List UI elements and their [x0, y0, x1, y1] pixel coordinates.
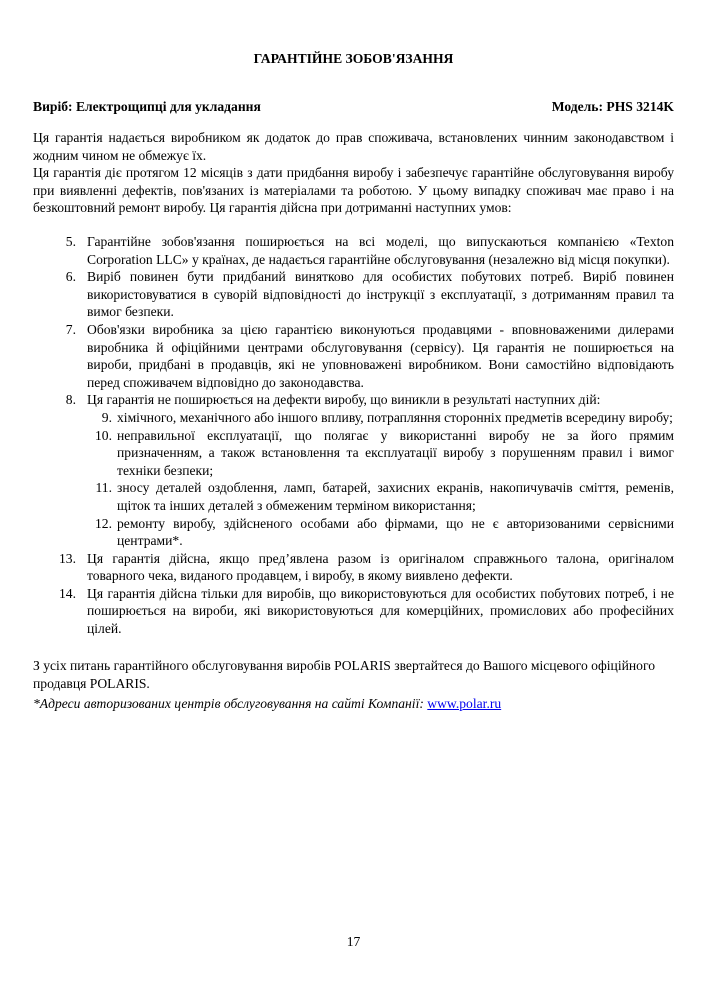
- sub-item-text: зносу деталей оздоблення, ламп, батарей, захисних екранів, накопичувачів сміття, ременів, щіток та інших деталей з обмеженим терміном використання;: [117, 480, 674, 513]
- list-item: [33, 268, 674, 321]
- sub-list-item: [33, 515, 674, 550]
- list-item: [33, 233, 674, 268]
- item-text: Гарантійне зобов'язання поширюється на всі моделі, що випускаються компанією «Texton Corporation LLC» у країнах, де надається гарантійне обслуговування (незалежно від місця покупки).: [87, 234, 674, 267]
- intro-section: [33, 129, 674, 217]
- intro-paragraph-2: Ця гарантія діє протягом 12 місяців з дати придбання виробу і забезпечує гарантійне обслуговування виробу при виявленні дефектів, пов'язаних із матеріалами та роботою. У цьому випадку споживач має право і на безкоштовний ремонт виробу. Ця гарантія дійсна при дотриманні наступних умов:: [33, 165, 674, 216]
- sub-item-text: ремонту виробу, здійсненого особами або фірмами, що не є авторизованими сервісними центрами*.: [117, 515, 674, 549]
- list-item: [33, 391, 674, 409]
- sub-item-text: хімічного, механічного або іншого впливу, потрапляння сторонніх предметів всередину виробу;: [117, 409, 673, 425]
- device-label: Виріб: Електрощипці для укладання: [33, 99, 261, 114]
- list-item: [33, 585, 674, 638]
- item-number: 5.: [65, 234, 76, 249]
- item-text: Обов'язки виробника за цією гарантією виконуються продавцями - вповноваженими дилерами виробника й офіційними центрами обслуговування (сервісу). Ця гарантія не поширюється на вироби, придбані в продавців, які не уповноважені виробником. Вони самостійно відповідають перед споживачем відповідно до законодавства.: [87, 321, 674, 390]
- page-number: 17: [346, 934, 361, 949]
- sub-item-number: 11.: [95, 480, 112, 496]
- service-paragraph: З усіх питань гарантійного обслуговування виробів POLARIS звертайтеся до Вашого місцевого офіційного продавця POLARIS.: [33, 658, 655, 691]
- item-text: Виріб повинен бути придбаний винятково для особистих побутових потреб. Виріб повинен використовуватися в суворій відповідності до інструкції з експлуатації, з дотриманням правил та вимог безпеки.: [87, 269, 674, 320]
- item-text: Ця гарантія дійсна тільки для виробів, що використовуються для особистих побутових потреб, і не поширюється на вироби, які використовуються для комерційних, промислових або професійних цілей.: [87, 585, 674, 637]
- service-centers-note: [33, 695, 674, 713]
- website-link[interactable]: www.polar.ru: [427, 696, 502, 711]
- document-page: [33, 0, 674, 1000]
- item-number: 13.: [59, 550, 76, 566]
- item-number: 14.: [59, 585, 76, 601]
- conditions-list: [33, 233, 674, 638]
- sub-list-item: [33, 427, 674, 480]
- item-number: 6.: [65, 269, 76, 285]
- sub-item-number: 10.: [95, 427, 112, 443]
- item-text: Ця гарантія не поширюється на дефекти виробу, що виникли в результаті наступних дій:: [87, 392, 601, 408]
- sub-list-item: [33, 479, 674, 514]
- list-item: [33, 321, 674, 391]
- item-number: 7.: [65, 321, 76, 337]
- service-info: [33, 657, 674, 692]
- page-title: ГАРАНТІЙНЕ ЗОБОВ'ЯЗАННЯ: [253, 51, 454, 66]
- item-number: 8.: [65, 392, 76, 408]
- sub-item-number: 9.: [101, 409, 112, 425]
- list-item: [33, 550, 674, 585]
- product-header: [33, 98, 674, 116]
- item-text: Ця гарантія дійсна, якщо пред’явлена разом із оригіналом справжнього талона, оригіналом товарного чека, виданого продавцем, і виробу, в якому виявлено дефекти.: [87, 550, 674, 584]
- model-label: Модель: PHS 3214K: [551, 99, 674, 114]
- sub-item-number: 12.: [95, 515, 112, 531]
- note-text: *Адреси авторизованих центрів обслуговування на сайті Компанії:: [33, 696, 424, 711]
- sub-item-text: неправильної експлуатації, що полягає у використанні виробу не за його прямим призначенням, а також встановлення та експлуатації виробу з порушенням правил і вимог техніки безпеки;: [117, 427, 674, 478]
- sub-list-item: [33, 409, 674, 427]
- intro-paragraph-1: Ця гарантія надається виробником як додаток до прав споживача, встановлених чинним законодавством і жодним чином не обмежує їх.: [33, 130, 674, 163]
